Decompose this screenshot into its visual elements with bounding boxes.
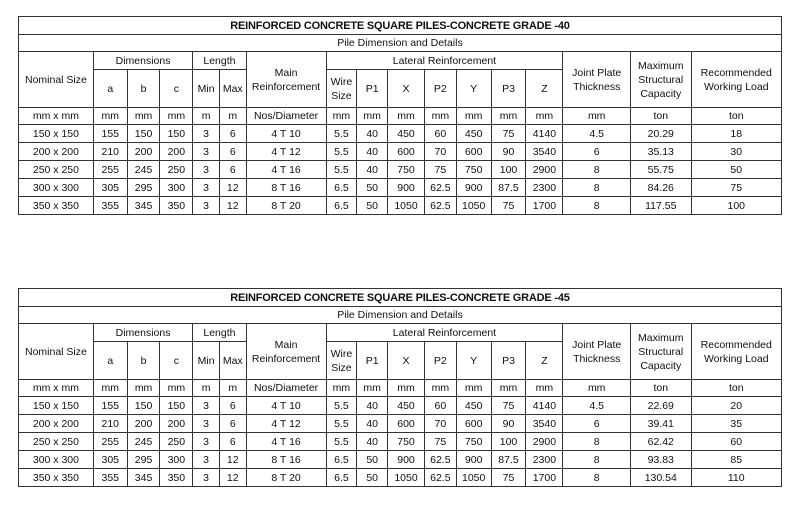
table-cell: 35: [691, 415, 781, 433]
table-cell: 12: [219, 197, 246, 215]
table-cell: 130.54: [631, 469, 691, 487]
table-cell: 750: [456, 433, 491, 451]
table-cell: 4 T 16: [246, 161, 326, 179]
table-cell: 12: [219, 451, 246, 469]
table-cell: 355: [93, 197, 127, 215]
table-cell: 300 x 300: [19, 179, 94, 197]
table-cell: 100: [691, 197, 781, 215]
table-cell: 600: [456, 143, 491, 161]
table-cell: 4.5: [563, 397, 631, 415]
table-cell: 150: [160, 397, 193, 415]
units-row: [19, 380, 782, 397]
table-cell: 8: [563, 451, 631, 469]
table-cell: 150 x 150: [19, 125, 94, 143]
table-cell: 4 T 16: [246, 433, 326, 451]
table-cell: 40: [357, 397, 388, 415]
header-b: b: [127, 342, 160, 380]
table-cell: 62.5: [424, 179, 456, 197]
table-row: [19, 433, 782, 451]
unit-cell: mm x mm: [19, 108, 94, 125]
units-row: [19, 108, 782, 125]
table-cell: 5.5: [326, 415, 357, 433]
header-a: a: [93, 70, 127, 108]
table-cell: 600: [388, 143, 425, 161]
header-min: Min: [193, 342, 220, 380]
table-cell: 6: [219, 415, 246, 433]
table-cell: 6.5: [326, 179, 357, 197]
table-cell: 8 T 20: [246, 469, 326, 487]
unit-cell: mm: [491, 108, 526, 125]
table-cell: 3: [193, 125, 220, 143]
table-row: [19, 161, 782, 179]
table-cell: 87.5: [491, 451, 526, 469]
table-cell: 60: [424, 397, 456, 415]
table-cell: 20: [691, 397, 781, 415]
header-x: X: [388, 342, 425, 380]
header-length: Length: [193, 324, 246, 342]
table-cell: 62.5: [424, 469, 456, 487]
table-cell: 345: [127, 197, 160, 215]
unit-cell: mm: [424, 108, 456, 125]
header-length: Length: [193, 52, 246, 70]
table-cell: 450: [456, 397, 491, 415]
table-cell: 50: [691, 161, 781, 179]
table-cell: 900: [456, 179, 491, 197]
table-cell: 3: [193, 397, 220, 415]
table-cell: 85: [691, 451, 781, 469]
unit-cell: mm: [357, 108, 388, 125]
table-cell: 5.5: [326, 161, 357, 179]
table-row: [19, 179, 782, 197]
table-cell: 70: [424, 143, 456, 161]
table-cell: 6: [563, 143, 631, 161]
table-cell: 250: [160, 161, 193, 179]
pile-table-grade-45: [18, 288, 782, 487]
table-cell: 6: [219, 397, 246, 415]
unit-cell: mm: [93, 108, 127, 125]
table-cell: 2300: [526, 451, 563, 469]
table-cell: 3: [193, 197, 220, 215]
table-cell: 245: [127, 433, 160, 451]
table-cell: 1700: [526, 469, 563, 487]
unit-cell: ton: [691, 380, 781, 397]
unit-cell: mm: [456, 380, 491, 397]
header-x: X: [388, 70, 425, 108]
table-cell: 2300: [526, 179, 563, 197]
header-z: Z: [526, 70, 563, 108]
table-cell: 6.5: [326, 197, 357, 215]
unit-cell: m: [219, 380, 246, 397]
header-p2: P2: [424, 342, 456, 380]
header-max: Max: [219, 342, 246, 380]
table-cell: 350: [160, 469, 193, 487]
table-cell: 450: [388, 397, 425, 415]
table-subtitle: Pile Dimension and Details: [19, 307, 782, 324]
table-row: [19, 451, 782, 469]
table-subtitle: Pile Dimension and Details: [19, 35, 782, 52]
table-title: REINFORCED CONCRETE SQUARE PILES-CONCRETE GRADE -40: [19, 17, 782, 35]
table-cell: 12: [219, 469, 246, 487]
table-row: [19, 197, 782, 215]
table-cell: 4 T 12: [246, 143, 326, 161]
table-cell: 70: [424, 415, 456, 433]
header-p1: P1: [357, 342, 388, 380]
unit-cell: mm: [388, 380, 425, 397]
table-cell: 5.5: [326, 125, 357, 143]
table-row: [19, 469, 782, 487]
table-cell: 100: [491, 433, 526, 451]
table-cell: 8: [563, 433, 631, 451]
table-cell: 295: [127, 451, 160, 469]
header-c: c: [160, 342, 193, 380]
table-cell: 75: [491, 125, 526, 143]
table-cell: 5.5: [326, 397, 357, 415]
table-cell: 200 x 200: [19, 143, 94, 161]
table-cell: 4 T 10: [246, 397, 326, 415]
header-lateral-reinforcement: Lateral Reinforcement: [326, 324, 563, 342]
unit-cell: mm x mm: [19, 380, 94, 397]
table-cell: 200: [160, 143, 193, 161]
table-cell: 50: [357, 469, 388, 487]
table-cell: 50: [357, 179, 388, 197]
table-cell: 35.13: [631, 143, 691, 161]
table-cell: 60: [424, 125, 456, 143]
table-cell: 8: [563, 179, 631, 197]
unit-cell: m: [193, 380, 220, 397]
table-cell: 39.41: [631, 415, 691, 433]
table-cell: 600: [388, 415, 425, 433]
table-cell: 1050: [388, 469, 425, 487]
table-cell: 6: [219, 125, 246, 143]
table-cell: 62.5: [424, 451, 456, 469]
table-cell: 750: [388, 433, 425, 451]
table-cell: 300: [160, 179, 193, 197]
table-cell: 84.26: [631, 179, 691, 197]
table-title: REINFORCED CONCRETE SQUARE PILES-CONCRETE GRADE -45: [19, 289, 782, 307]
table-cell: 18: [691, 125, 781, 143]
table-cell: 30: [691, 143, 781, 161]
table-cell: 200: [160, 415, 193, 433]
unit-cell: ton: [691, 108, 781, 125]
table-cell: 155: [93, 397, 127, 415]
table-cell: 3: [193, 415, 220, 433]
unit-cell: ton: [631, 380, 691, 397]
table-cell: 6: [219, 161, 246, 179]
header-dimensions: Dimensions: [93, 324, 192, 342]
table-cell: 40: [357, 161, 388, 179]
table-cell: 6: [219, 433, 246, 451]
pile-table-grade-40: [18, 16, 782, 215]
header-main-reinforcement: Main Reinforcement: [246, 52, 326, 108]
table-cell: 750: [388, 161, 425, 179]
table-cell: 8: [563, 161, 631, 179]
table-cell: 90: [491, 143, 526, 161]
header-b: b: [127, 70, 160, 108]
table-cell: 50: [357, 197, 388, 215]
table-cell: 6: [219, 143, 246, 161]
table-cell: 90: [491, 415, 526, 433]
table-cell: 350: [160, 197, 193, 215]
table-cell: 3: [193, 143, 220, 161]
table-cell: 3540: [526, 415, 563, 433]
unit-cell: mm: [357, 380, 388, 397]
table-cell: 1700: [526, 197, 563, 215]
table-cell: 75: [491, 469, 526, 487]
table-cell: 1050: [456, 469, 491, 487]
table-cell: 75: [691, 179, 781, 197]
unit-cell: mm: [326, 108, 357, 125]
unit-cell: Nos/Diameter: [246, 380, 326, 397]
header-lateral-reinforcement: Lateral Reinforcement: [326, 52, 563, 70]
header-c: c: [160, 70, 193, 108]
header-max-capacity: Maximum Structural Capacity: [631, 52, 691, 108]
unit-cell: mm: [563, 108, 631, 125]
table-cell: 300 x 300: [19, 451, 94, 469]
table-cell: 40: [357, 415, 388, 433]
table-cell: 2900: [526, 161, 563, 179]
table-cell: 62.5: [424, 197, 456, 215]
table-cell: 3540: [526, 143, 563, 161]
table-cell: 110: [691, 469, 781, 487]
unit-cell: mm: [160, 108, 193, 125]
table-cell: 40: [357, 125, 388, 143]
table-cell: 150 x 150: [19, 397, 94, 415]
table-cell: 4140: [526, 397, 563, 415]
table-cell: 2900: [526, 433, 563, 451]
table-cell: 87.5: [491, 179, 526, 197]
unit-cell: ton: [631, 108, 691, 125]
table-cell: 40: [357, 143, 388, 161]
table-cell: 4.5: [563, 125, 631, 143]
header-working-load: Recommended Working Load: [691, 52, 781, 108]
unit-cell: mm: [326, 380, 357, 397]
table-cell: 8 T 16: [246, 179, 326, 197]
table-cell: 900: [388, 451, 425, 469]
table-cell: 200 x 200: [19, 415, 94, 433]
unit-cell: m: [219, 108, 246, 125]
unit-cell: mm: [456, 108, 491, 125]
table-cell: 8 T 20: [246, 197, 326, 215]
header-min: Min: [193, 70, 220, 108]
table-cell: 20.29: [631, 125, 691, 143]
table-row: [19, 125, 782, 143]
table-row: [19, 143, 782, 161]
table-cell: 22.69: [631, 397, 691, 415]
table-cell: 4 T 12: [246, 415, 326, 433]
table-cell: 250: [160, 433, 193, 451]
header-nominal-size: Nominal Size: [19, 52, 94, 108]
table-cell: 6.5: [326, 469, 357, 487]
header-wire-size: Wire Size: [326, 70, 357, 108]
table-cell: 5.5: [326, 143, 357, 161]
table-cell: 4 T 10: [246, 125, 326, 143]
table-cell: 210: [93, 415, 127, 433]
table-cell: 8: [563, 197, 631, 215]
header-dimensions: Dimensions: [93, 52, 192, 70]
table-cell: 150: [160, 125, 193, 143]
table-row: [19, 415, 782, 433]
header-a: a: [93, 342, 127, 380]
table-cell: 305: [93, 451, 127, 469]
table-cell: 5.5: [326, 433, 357, 451]
table-cell: 600: [456, 415, 491, 433]
unit-cell: Nos/Diameter: [246, 108, 326, 125]
table-cell: 62.42: [631, 433, 691, 451]
table-cell: 200: [127, 415, 160, 433]
unit-cell: mm: [127, 108, 160, 125]
table-cell: 40: [357, 433, 388, 451]
table-cell: 900: [456, 451, 491, 469]
table-cell: 305: [93, 179, 127, 197]
table-cell: 3: [193, 469, 220, 487]
table-cell: 75: [491, 197, 526, 215]
table-cell: 450: [456, 125, 491, 143]
table-cell: 1050: [456, 197, 491, 215]
table-cell: 150: [127, 125, 160, 143]
table-cell: 450: [388, 125, 425, 143]
table-cell: 6: [563, 415, 631, 433]
unit-cell: mm: [491, 380, 526, 397]
table-cell: 3: [193, 161, 220, 179]
header-p3: P3: [491, 70, 526, 108]
table-cell: 750: [456, 161, 491, 179]
unit-cell: mm: [388, 108, 425, 125]
header-wire-size: Wire Size: [326, 342, 357, 380]
header-p2: P2: [424, 70, 456, 108]
header-max: Max: [219, 70, 246, 108]
header-y: Y: [456, 342, 491, 380]
table-cell: 245: [127, 161, 160, 179]
header-joint-plate: Joint Plate Thickness: [563, 324, 631, 380]
header-main-reinforcement: Main Reinforcement: [246, 324, 326, 380]
table-cell: 295: [127, 179, 160, 197]
table-cell: 200: [127, 143, 160, 161]
table-cell: 300: [160, 451, 193, 469]
table-cell: 1050: [388, 197, 425, 215]
header-p3: P3: [491, 342, 526, 380]
table-cell: 350 x 350: [19, 197, 94, 215]
unit-cell: mm: [93, 380, 127, 397]
table-cell: 75: [424, 433, 456, 451]
table-cell: 93.83: [631, 451, 691, 469]
header-z: Z: [526, 342, 563, 380]
table-row: [19, 397, 782, 415]
header-max-capacity: Maximum Structural Capacity: [631, 324, 691, 380]
unit-cell: mm: [526, 108, 563, 125]
table-cell: 3: [193, 179, 220, 197]
table-cell: 150: [127, 397, 160, 415]
table-cell: 250 x 250: [19, 433, 94, 451]
table-cell: 50: [357, 451, 388, 469]
header-joint-plate: Joint Plate Thickness: [563, 52, 631, 108]
table-cell: 210: [93, 143, 127, 161]
table-cell: 3: [193, 451, 220, 469]
table-cell: 355: [93, 469, 127, 487]
table-cell: 4140: [526, 125, 563, 143]
table-cell: 255: [93, 161, 127, 179]
table-cell: 12: [219, 179, 246, 197]
unit-cell: m: [193, 108, 220, 125]
unit-cell: mm: [160, 380, 193, 397]
table-cell: 6.5: [326, 451, 357, 469]
unit-cell: mm: [127, 380, 160, 397]
table-cell: 8 T 16: [246, 451, 326, 469]
table-cell: 117.55: [631, 197, 691, 215]
table-cell: 155: [93, 125, 127, 143]
table-cell: 345: [127, 469, 160, 487]
table-cell: 100: [491, 161, 526, 179]
header-working-load: Recommended Working Load: [691, 324, 781, 380]
table-cell: 255: [93, 433, 127, 451]
table-cell: 55.75: [631, 161, 691, 179]
table-cell: 8: [563, 469, 631, 487]
table-cell: 250 x 250: [19, 161, 94, 179]
header-nominal-size: Nominal Size: [19, 324, 94, 380]
table-cell: 75: [424, 161, 456, 179]
table-cell: 75: [491, 397, 526, 415]
unit-cell: mm: [424, 380, 456, 397]
unit-cell: mm: [563, 380, 631, 397]
table-cell: 900: [388, 179, 425, 197]
table-cell: 3: [193, 433, 220, 451]
header-y: Y: [456, 70, 491, 108]
table-cell: 350 x 350: [19, 469, 94, 487]
header-p1: P1: [357, 70, 388, 108]
table-cell: 60: [691, 433, 781, 451]
unit-cell: mm: [526, 380, 563, 397]
